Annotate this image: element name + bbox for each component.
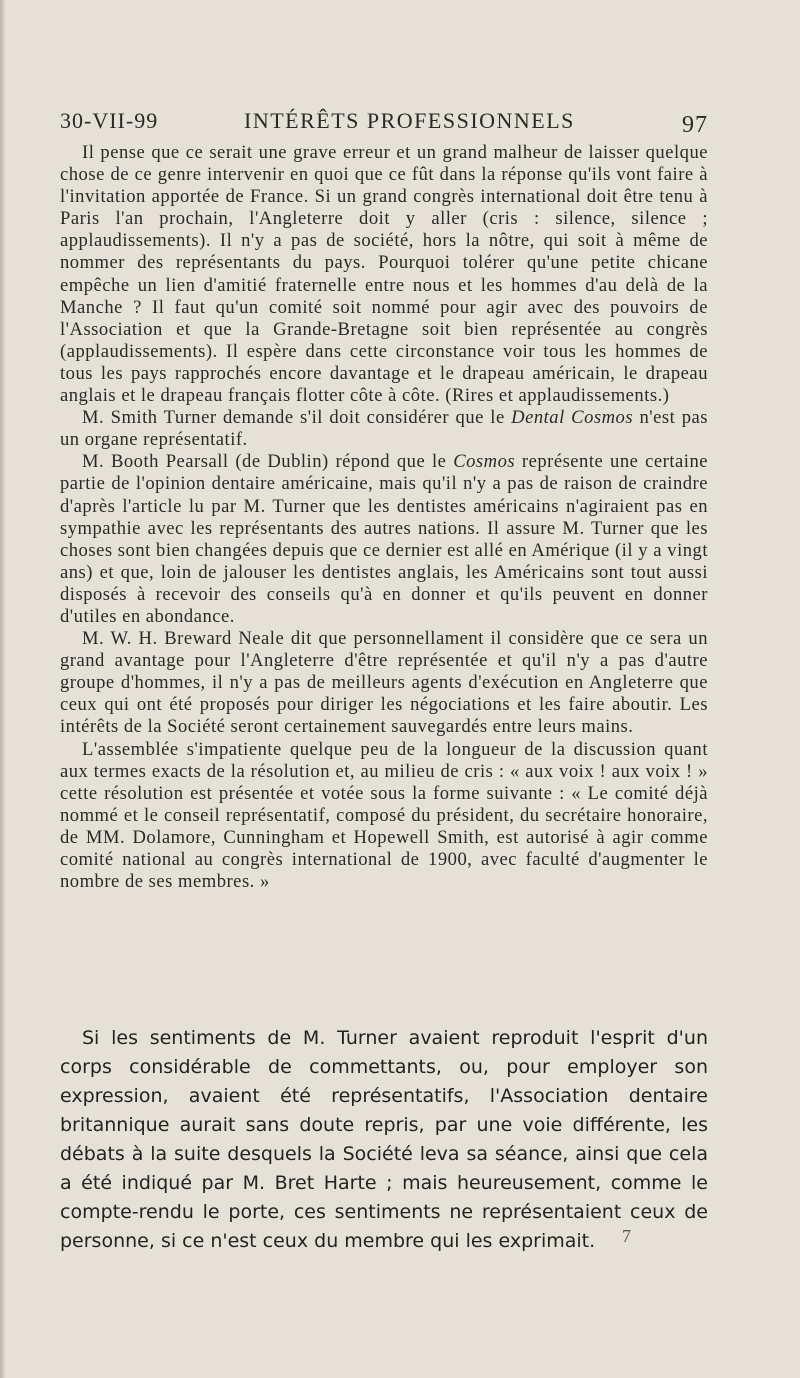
paragraph-2: [60, 407, 708, 451]
page-number: 97: [682, 112, 708, 138]
paragraph-3-text-start: M. Booth Pearsall (de Dublin) répond que le: [82, 451, 454, 473]
journal-title-dental-cosmos: Dental Cosmos: [511, 407, 634, 429]
editorial-commentary: Si les sentiments de M. Turner avaient reproduit l'esprit d'un corps considérable de commettants, ou, pour employer son expression, avaient été représentatifs, l'Association dentaire britannique aurait sans doute repris, par une voie différente, les débats à la suite desquels la Société leva sa séance, ainsi que cela a été indiqué par M. Bret Harte ; mais heureusement, comme le compte-rendu le porte, ces sentiments ne représentaient ceux de personne, si ce n'est ceux du membre qui les exprimait.: [60, 1027, 708, 1252]
paragraph-3: [60, 451, 708, 628]
paragraph-5: L'assemblée s'impatiente quelque peu de la longueur de la discussion quant aux termes exacts de la résolution et, au milieu de cris : « aux voix ! aux voix ! » cette résolution est présentée et votée sous la forme suivante : « Le comité déjà nommé et le conseil représentatif, composé du président, du secrétaire honoraire, de MM. Dolamore, Cunningham et Hopewell Smith, est autorisé à agir comme comité national au congrès international de 1900, avec faculté d'augmenter le nombre de ses membres. »: [60, 738, 708, 893]
journal-title-cosmos: Cosmos: [453, 451, 516, 473]
paragraph-4: M. W. H. Breward Neale dit que personnellament il considère que ce sera un grand avantage pour l'Angleterre d'être représentée et qu'il n'y a pas d'autre groupe d'hommes, il n'y a pas de meilleurs agents d'exécution en Angleterre que ceux qui ont été proposés pour diriger les négociations et les faire aboutir. Les intérêts de la Société seront certainement sauvegardés entre leurs mains.: [60, 628, 708, 738]
body-text: [60, 142, 708, 893]
paragraph-1: Il pense que ce serait une grave erreur et un grand malheur de laisser quelque chose de ce genre intervenir en quoi que ce fût dans la réponse qu'ils vont faire à l'invitation apportée de France. Si un grand congrès international doit être tenu à Paris l'an prochain, l'Angleterre doit y aller (cris : silence, silence ; applaudissements). Il n'y a pas de société, hors la nôtre, qui soit à même de nommer des représentants du pays. Pourquoi tolérer qu'une petite chicane empêche un lien d'amitié fraternelle entre nous et les hommes d'au delà de la Manche ? Il faut qu'un comité soit nommé pour agir avec des pouvoirs de l'Association et que la Grande-Bretagne soit bien représentée au congrès (applaudissements). Il espère dans cette circonstance voir tous les hommes de tous les pays rapprochés encore davantage et le drapeau américain, le drapeau anglais et le drapeau français flotter côte à côte. (Rires et applaudissements.): [60, 142, 708, 407]
paragraph-2-text-end: n'est pas un organe représentatif.: [60, 407, 708, 451]
paragraph-2-text-start: M. Smith Turner demande s'il doit considérer que le: [82, 407, 512, 429]
signature-mark: 7: [622, 1226, 631, 1246]
running-header: [60, 108, 708, 142]
issue-date: 30-VII-99: [60, 108, 159, 133]
paragraph-3-text-end: représente une certaine partie de l'opinion dentaire américaine, mais qu'il n'y a pas de raison de craindre d'après l'article lu par M. Turner que les dentistes américains n'agiraient pas en sympathie avec les représentants des autres nations. Il assure M. Turner que les choses sont bien changées depuis que ce dernier est allé en Amérique (il y a vingt ans) et que, loin de jalouser les dentistes anglais, les Américains sont tout aussi disposés à recevoir des conseils qu'à en donner et qu'ils peuvent en donner d'utiles en abondance.: [60, 451, 709, 627]
running-title: INTÉRÊTS PROFESSIONNELS: [244, 108, 575, 133]
